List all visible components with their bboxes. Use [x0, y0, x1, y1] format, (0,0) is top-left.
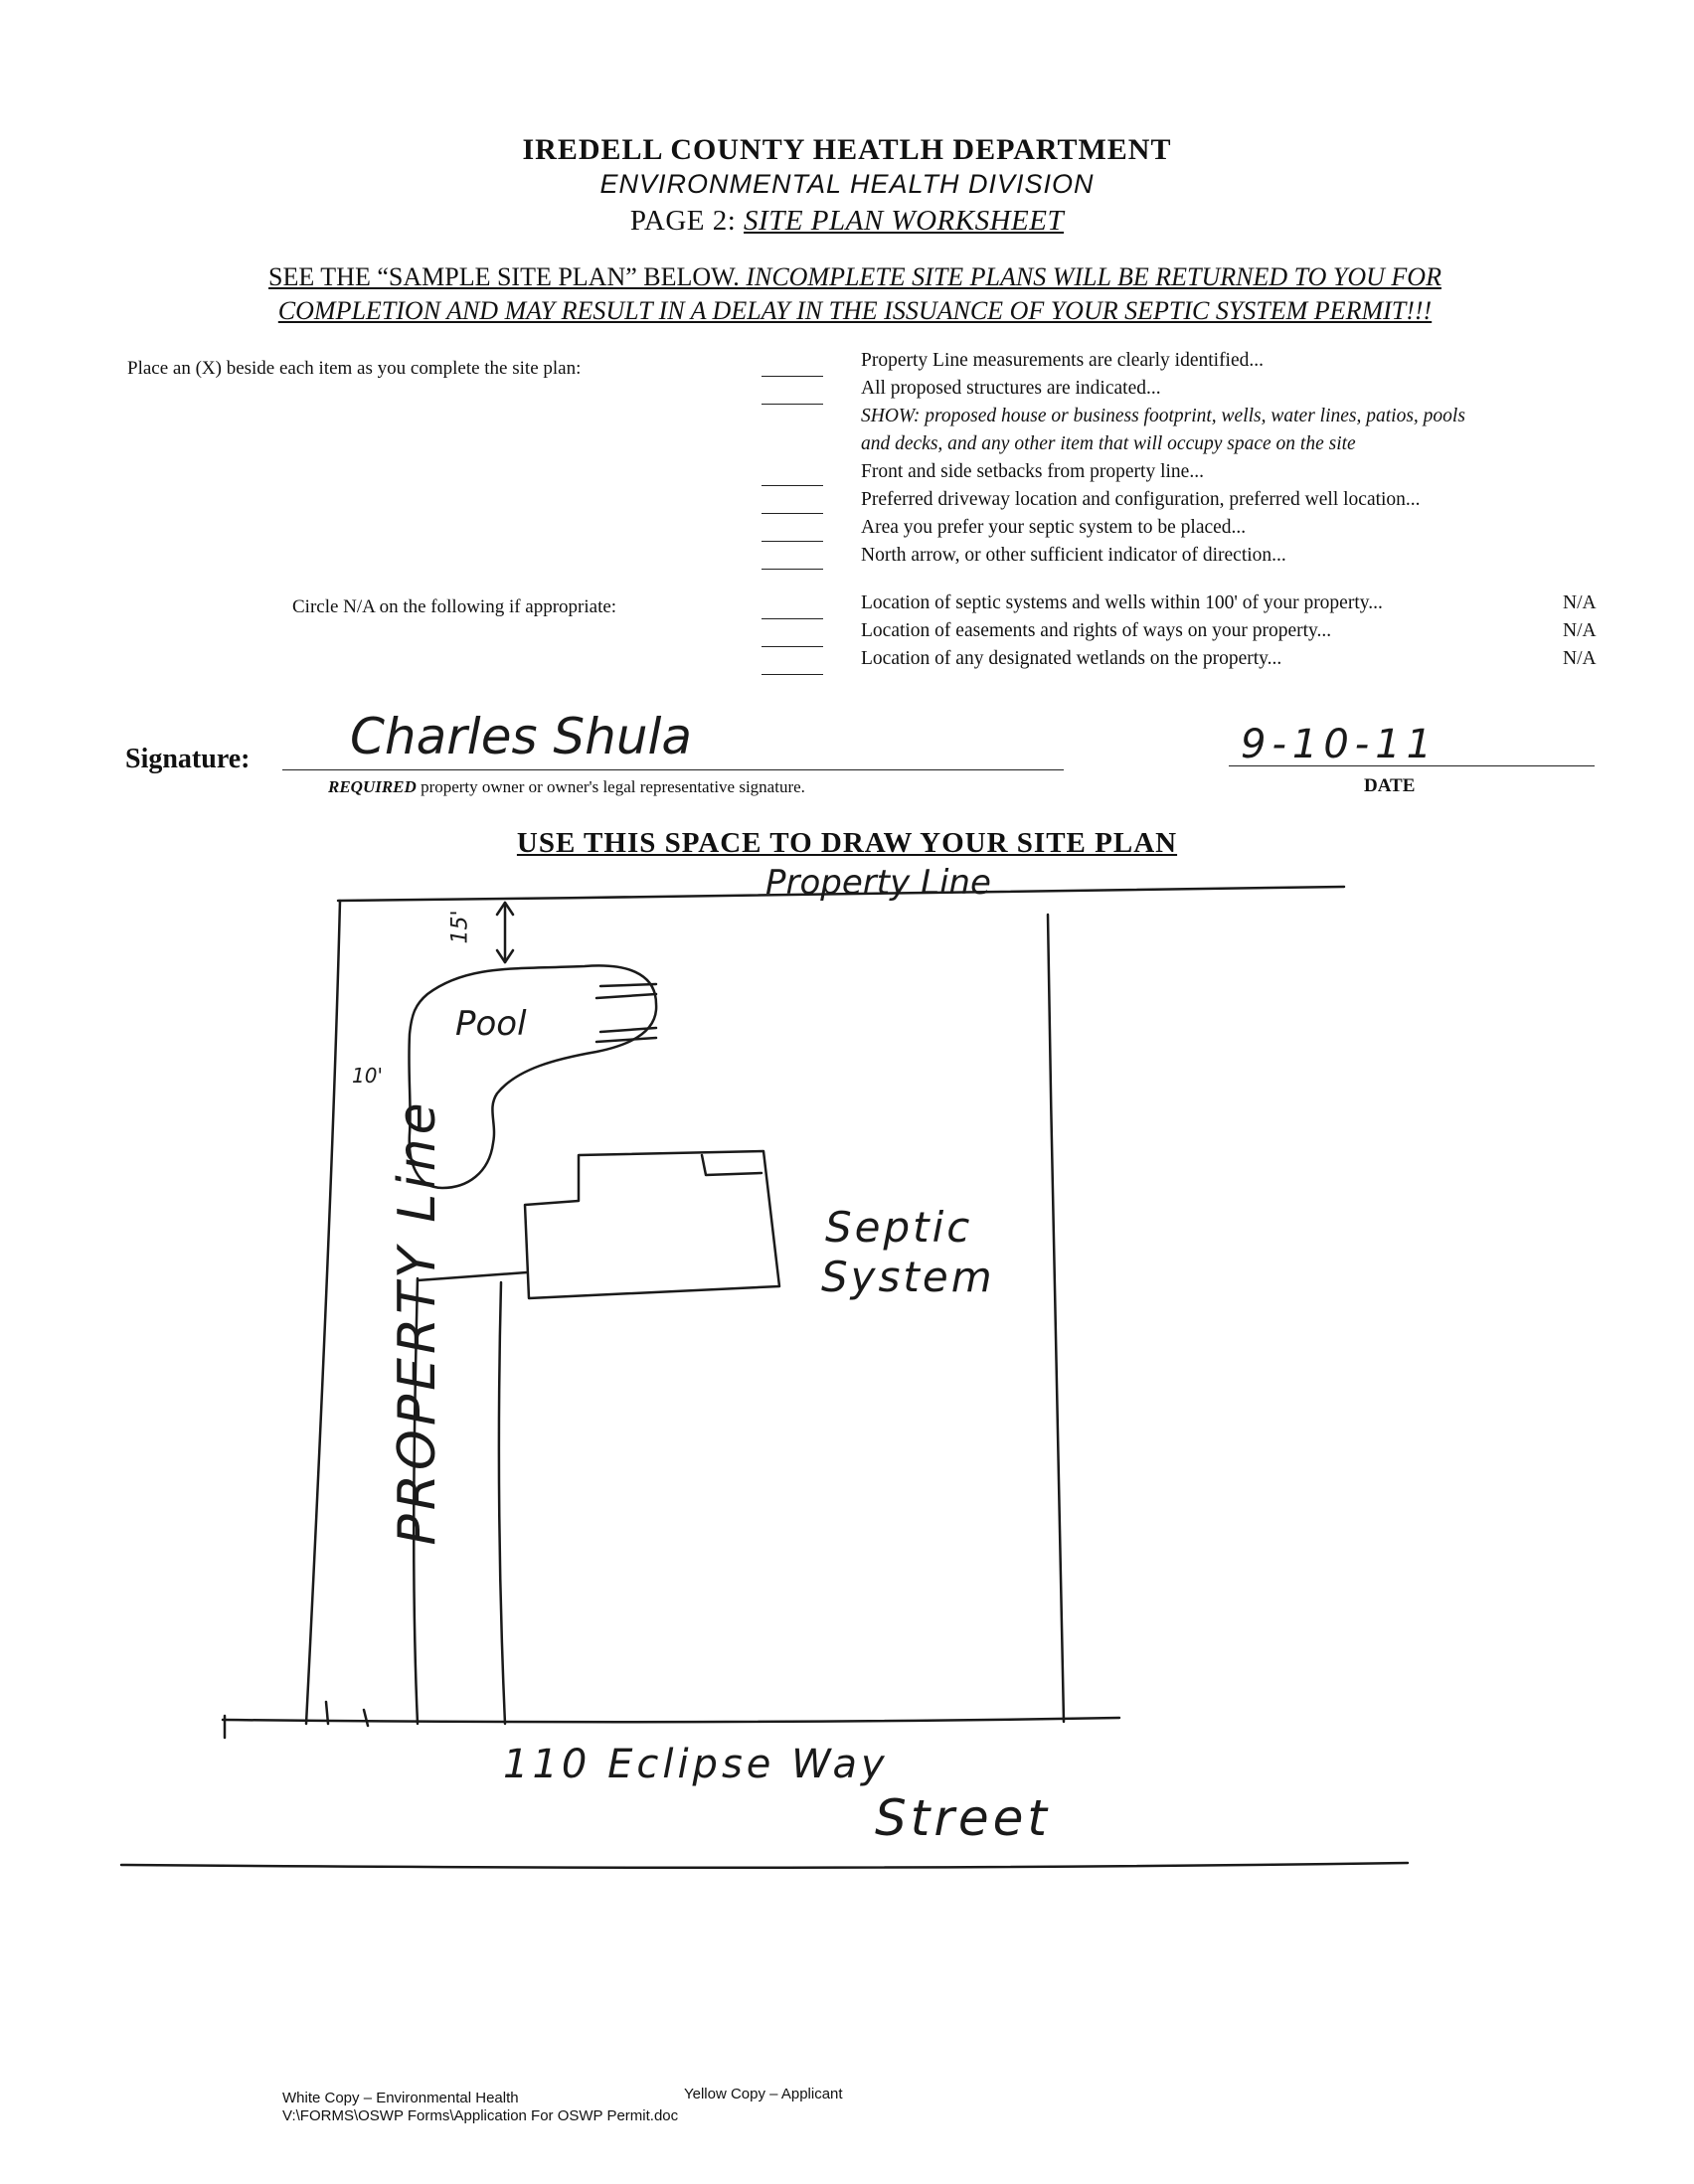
checklist-item-property-line: Property Line measurements are clearly identified...	[861, 350, 1265, 371]
septic-label-line1: Septic	[825, 1203, 973, 1252]
checklist-item-north-arrow: North arrow, or other sufficient indicator of direction...	[861, 545, 1286, 566]
footer-yellow-copy: Yellow Copy – Applicant	[684, 2086, 843, 2102]
signature-handwritten: Charles Shula	[350, 708, 693, 765]
date-handwritten: 9-10-11	[1241, 722, 1439, 767]
bottom-line	[121, 1863, 1408, 1868]
page-prefix: PAGE 2:	[629, 205, 745, 237]
address-label: 110 Eclipse Way	[503, 1742, 889, 1787]
checklist-item-show: SHOW: proposed house or business footprint, wells, water lines, patios, pools	[861, 406, 1465, 426]
checklist-instruction: Place an (X) beside each item as you complete the site plan:	[127, 358, 582, 379]
street-label: Street	[875, 1789, 1052, 1847]
checklist-item-septic-area: Area you prefer your septic system to be placed...	[861, 517, 1247, 538]
signature-label: Signature:	[125, 744, 251, 774]
setback-top-label: 15'	[447, 910, 473, 944]
footer-file-path: V:\FORMS\OSWP Forms\Application For OSWP Permit.doc	[282, 2107, 679, 2124]
na-option-3[interactable]: N/A	[1563, 648, 1597, 669]
warning-line-2: COMPLETION AND MAY RESULT IN A DELAY IN THE ISSUANCE OF YOUR SEPTIC SYSTEM PERMIT!!!	[277, 296, 1433, 325]
checklist-item-driveway: Preferred driveway location and configuration, preferred well location...	[861, 489, 1421, 510]
warning-italic: INCOMPLETE SITE PLANS WILL BE RETURNED TO YOU FOR	[746, 262, 1441, 291]
road-line	[223, 1718, 1119, 1722]
driveway-right	[499, 1282, 505, 1724]
na-option-2[interactable]: N/A	[1563, 620, 1597, 641]
septic-label-line2: System	[821, 1253, 995, 1301]
warning-plain: SEE THE “SAMPLE SITE PLAN” BELOW.	[268, 262, 747, 291]
site-plan-title: USE THIS SPACE TO DRAW YOUR SITE PLAN	[516, 827, 1178, 859]
division-title: ENVIRONMENTAL HEALTH DIVISION	[599, 169, 1095, 199]
required-rest: property owner or owner's legal representative signature.	[416, 777, 805, 796]
na-option-1[interactable]: N/A	[1563, 592, 1597, 613]
date-label: DATE	[1364, 775, 1416, 796]
property-line-right	[1048, 915, 1064, 1722]
property-line-left-label: PROPERTY Line	[388, 1098, 447, 1546]
pool-label: Pool	[455, 1004, 527, 1044]
optional-item-wetlands: Location of any designated wetlands on the property...	[861, 648, 1282, 669]
department-title: IREDELL COUNTY HEATLH DEPARTMENT	[522, 133, 1172, 166]
optional-item-septic-wells: Location of septic systems and wells within 100' of your property...	[861, 592, 1383, 613]
required-word: REQUIRED	[328, 777, 417, 796]
page-title: SITE PLAN WORKSHEET	[744, 205, 1065, 237]
optional-item-easements: Location of easements and rights of ways on your property...	[861, 620, 1332, 641]
optional-instruction: Circle N/A on the following if appropriate:	[292, 596, 617, 617]
property-line-left	[306, 901, 340, 1724]
property-line-top-label: Property Line	[765, 863, 991, 903]
checklist-item-show-cont: and decks, and any other item that will occupy space on the site	[861, 433, 1356, 454]
setback-side-label: 10'	[352, 1064, 383, 1088]
checklist-item-setbacks: Front and side setbacks from property line...	[861, 461, 1204, 482]
footer-white-copy: White Copy – Environmental Health	[282, 2090, 519, 2106]
checklist-item-structures: All proposed structures are indicated...	[861, 378, 1161, 399]
